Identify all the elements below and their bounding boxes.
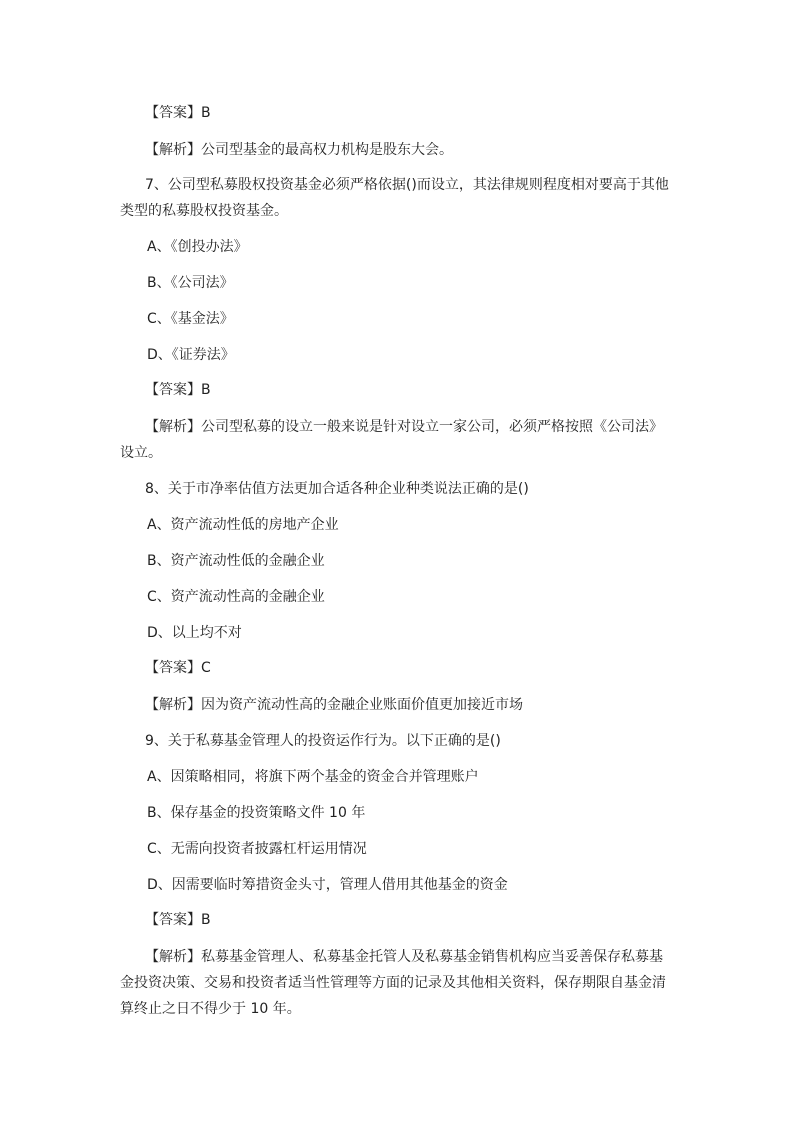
question-7-option-c: C、《基金法》 (147, 311, 234, 327)
question-9-answer: 【答案】B (145, 912, 211, 928)
question-9-option-a: A、因策略相同，将旗下两个基金的资金合并管理账户 (147, 769, 479, 785)
question-9-analysis-continued-1: 金投资决策、交易和投资者适当性管理等方面的记录及其他相关资料，保存期限自基金清 (120, 975, 666, 991)
question-8-option-d: D、以上均不对 (147, 625, 242, 641)
question-7-analysis-continued: 设立。 (120, 445, 162, 461)
question-8-answer: 【答案】C (145, 660, 211, 676)
question-9-analysis-continued-2: 算终止之日不得少于 10 年。 (120, 1001, 301, 1017)
question-8-analysis: 【解析】因为资产流动性高的金融企业账面价值更加接近市场 (145, 697, 523, 713)
question-7-option-a: A、《创投办法》 (147, 239, 248, 255)
question-9-option-c: C、无需向投资者披露杠杆运用情况 (147, 841, 367, 857)
question-9-option-d: D、因需要临时筹措资金头寸，管理人借用其他基金的资金 (147, 877, 508, 893)
question-7-continued: 类型的私募股权投资基金。 (120, 203, 288, 219)
question-7-option-b: B、《公司法》 (147, 275, 234, 291)
question-7-answer: 【答案】B (145, 382, 211, 398)
question-7-option-d: D、《证券法》 (147, 347, 235, 363)
question-8-option-c: C、资产流动性高的金融企业 (147, 589, 325, 605)
question-8-option-b: B、资产流动性低的金融企业 (147, 553, 325, 569)
answer-label: 【答案】B (145, 105, 211, 121)
question-7-analysis: 【解析】公司型私募的设立一般来说是针对设立一家公司，必须严格按照《公司法》 (145, 419, 663, 435)
question-9: 9、关于私募基金管理人的投资运作行为。以下正确的是() (145, 733, 501, 749)
question-8-option-a: A、资产流动性低的房地产企业 (147, 517, 339, 533)
question-9-option-b: B、保存基金的投资策略文件 10 年 (147, 805, 366, 821)
question-9-analysis: 【解析】私募基金管理人、私募基金托管人及私募基金销售机构应当妥善保存私募基 (145, 949, 663, 965)
analysis-text: 【解析】公司型基金的最高权力机构是股东大会。 (145, 142, 453, 158)
question-8: 8、关于市净率估值方法更加合适各种企业种类说法正确的是() (145, 481, 529, 497)
question-7: 7、公司型私募股权投资基金必须严格依据()而设立，其法律规则程度相对要高于其他 (145, 177, 669, 193)
